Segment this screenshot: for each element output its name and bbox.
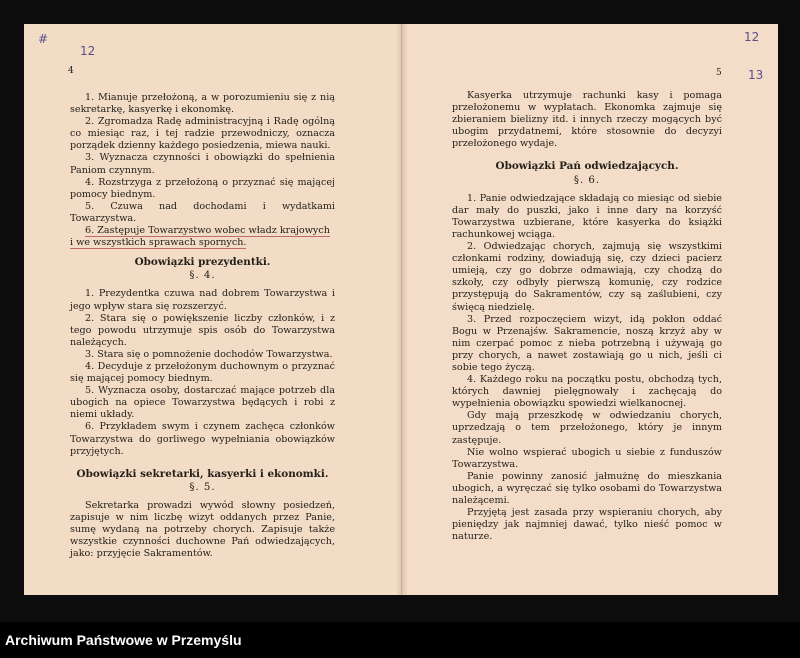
paragraph: 1. Mianuje przełożoną, a w porozumieniu się z nią sekretarkę, kasyerkę i ekonomkę. xyxy=(70,92,335,116)
paragraph: Nie wolno wspierać ubogich u siebie z funduszów Towarzystwa. xyxy=(452,446,722,470)
underlined-text: 6. Zastępuje Towarzystwo wobec władz krajowych xyxy=(85,225,330,237)
paragraph: 2. Odwiedzając chorych, zajmują się wszystkimi członkami rodziny, dowiadują się, czy dzieci pacierz umieją, czy go dobrze odmawiają, czy chodzą do szkoły, czy odbyły pierwszą komunię, czy rodzice przystępują do Sakramentów, czy są zaślubieni, czy święcą niedzielę. xyxy=(452,241,722,313)
paragraph: 5. Wyznacza osoby, dostarczać mające potrzeb dla ubogich na opiece Towarzystwa będących i robi z niemi układy. xyxy=(70,385,335,421)
paragraph: 1. Panie odwiedzające składają co miesiąc od siebie dar mały do puszki, jako i inne dary na korzyść Towarzystwa uzbierane, które kasyerka do książki rachunkowej wciąga. xyxy=(452,192,722,240)
paragraph xyxy=(70,237,335,249)
paragraph: Kasyerka utrzymuje rachunki kasy i pomaga przełożonemu w wypłatach. Ekonomka zajmuje się zbieraniem bielizny itd. i innych rzeczy mogących być ubogim przydatnemi, które stosownie do decyzyi przełożonego wydaje. xyxy=(452,90,722,150)
paragraph xyxy=(70,225,335,237)
paragraph: 3. Wyznacza czynności i obowiązki do spełnienia Paniom czynnym. xyxy=(70,152,335,176)
section-heading: Obowiązki sekretarki, kasyerki i ekonomki. xyxy=(76,467,329,480)
underlined-text: i we wszystkich sprawach spornych. xyxy=(70,237,247,249)
handwritten-mark: # xyxy=(38,32,49,46)
section-number: §. 5. xyxy=(189,481,216,493)
paragraph: 2. Zgromadza Radę administracyjną i Radę ogólną co miesiąc raz, i tej radzie przewodniczy, oznacza porządek dzienny każdego posiedzenia, miewa nauki. xyxy=(70,116,335,152)
archive-caption: Archiwum Państwowe w Przemyślu xyxy=(0,622,800,658)
section-number: §. 6. xyxy=(573,174,601,186)
section-heading: Obowiązki Pań odwiedzających. xyxy=(495,160,679,173)
paragraph: Panie powinny zanosić jałmużnę do mieszkania ubogich, a wyręczać się tylko osobami do Towarzystwa należącemi. xyxy=(452,470,722,506)
paragraph: 2. Stara się o powiększenie liczby członków, i z tego powodu utrzymuje spis osób do Towarzystwa należących. xyxy=(70,312,335,348)
section-number: §. 4. xyxy=(189,270,216,282)
page-number: 4 xyxy=(68,66,74,76)
handwritten-page-number: 12 xyxy=(744,30,760,44)
handwritten-page-number: 12 xyxy=(80,44,96,58)
paragraph: 4. Rozstrzyga z przełożoną o przyznać się mającej pomocy biednym. xyxy=(70,176,335,200)
left-text-column xyxy=(70,92,335,560)
paragraph: Sekretarka prowadzi wywód słowny posiedzeń, zapisuje w nim liczbę wizyt oddanych przez Panie, sumę wydaną na potrzeby chorych. Zapisuje także wszystkie czynności duchowne Pań odwiedzających, jako: przyjęcie Sakramentów. xyxy=(70,499,335,560)
paragraph: Gdy mają przeszkodę w odwiedzaniu chorych, uprzedzają o tem przełożonego, który je innym zastępuje. xyxy=(452,410,722,446)
paragraph: 1. Prezydentka czuwa nad dobrem Towarzystwa i jego wpływ stara się rozszerzyć. xyxy=(70,288,335,312)
paragraph: 5. Czuwa nad dochodami i wydatkami Towarzystwa. xyxy=(70,200,335,224)
section-heading: Obowiązki prezydentki. xyxy=(134,256,271,269)
paragraph: 6. Przykładem swym i czynem zachęca członków Towarzystwa do gorliwego wypełniania obowiązków przyjętych. xyxy=(70,421,335,457)
paragraph: 3. Przed rozpoczęciem wizyt, idą pokłon oddać Bogu w Przenajśw. Sakramencie, noszą krzyż aby w nim czerpać pomoc z nieba potrzebną i używają go przy chorych, a nawet zostawiają go u nich, jeśli ci sobie tego życzą. xyxy=(452,313,722,373)
paragraph: 3. Stara się o pomnożenie dochodów Towarzystwa. xyxy=(85,348,333,360)
right-text-column xyxy=(452,90,722,543)
handwritten-page-number: 13 xyxy=(748,68,764,82)
page-number: 5 xyxy=(716,68,722,78)
paragraph: 4. Decyduje z przełożonym duchownym o przyznać się mającej pomocy biednym. xyxy=(70,360,335,385)
page-fold xyxy=(396,24,408,595)
paragraph: 4. Każdego roku na początku postu, obchodzą tych, których dawniej pielęgnowały i zachęcają do wypełnienia obowiązku spowiedzi wielkanocnej. xyxy=(452,374,722,410)
paragraph: Przyjętą jest zasada przy wspieraniu chorych, aby pieniędzy jak najmniej dawać, tylko nieść pomoc w naturze. xyxy=(452,507,722,543)
